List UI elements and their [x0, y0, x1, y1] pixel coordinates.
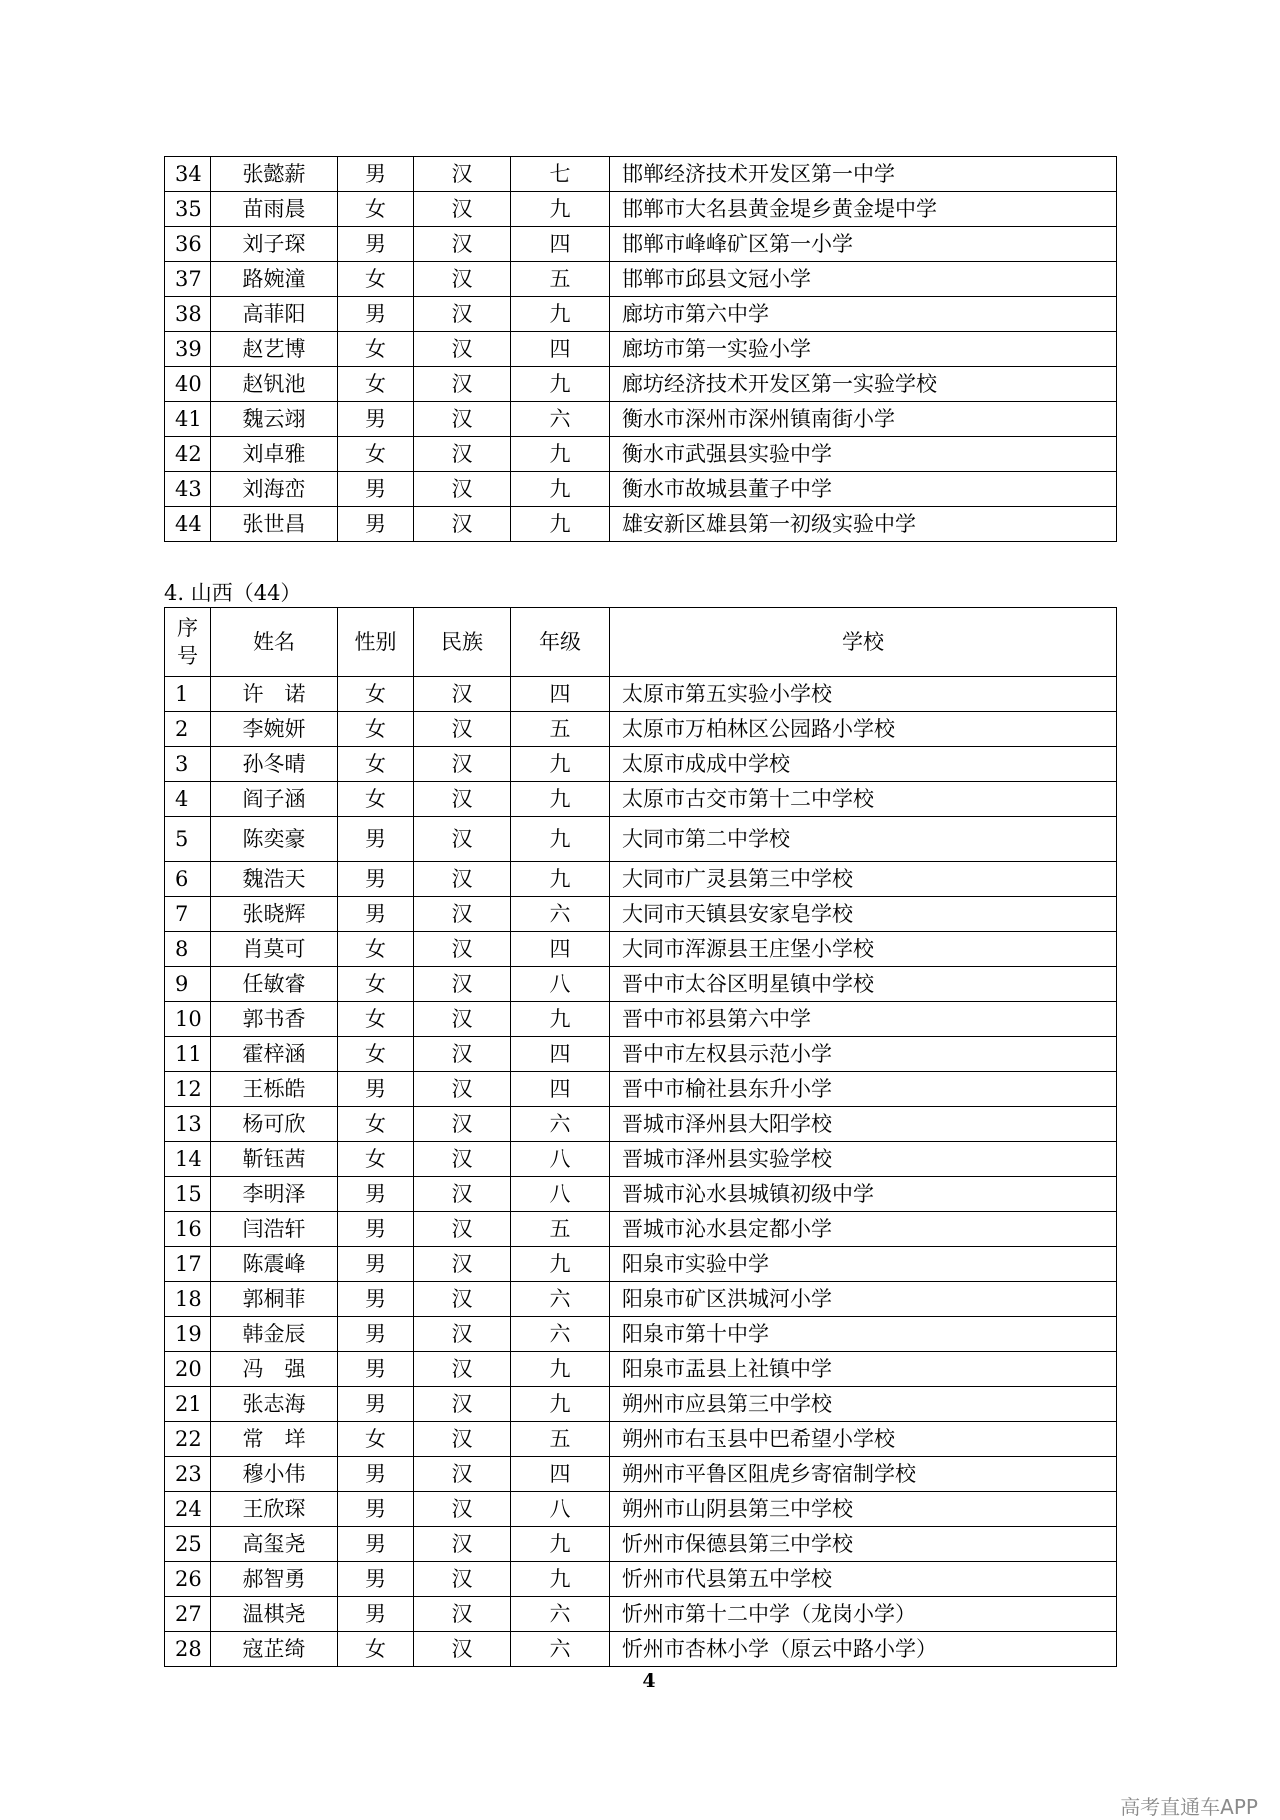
cell-ethnicity: 汉 — [414, 472, 511, 507]
cell-ethnicity: 汉 — [414, 1107, 511, 1142]
cell-ethnicity: 汉 — [414, 1317, 511, 1352]
cell-grade: 九 — [511, 747, 610, 782]
cell-gender: 女 — [338, 1632, 414, 1667]
cell-school: 廊坊市第六中学 — [610, 297, 1117, 332]
cell-ethnicity: 汉 — [414, 747, 511, 782]
table-row — [165, 817, 1117, 862]
cell-name: 魏浩天 — [211, 862, 338, 897]
cell-ethnicity: 汉 — [414, 782, 511, 817]
cell-school: 晋中市太谷区明星镇中学校 — [610, 967, 1117, 1002]
cell-name: 冯 强 — [211, 1352, 338, 1387]
cell-ethnicity: 汉 — [414, 1142, 511, 1177]
cell-ethnicity: 汉 — [414, 712, 511, 747]
cell-gender: 男 — [338, 1247, 414, 1282]
cell-grade: 六 — [511, 402, 610, 437]
cell-ethnicity: 汉 — [414, 1457, 511, 1492]
table-row — [165, 967, 1117, 1002]
cell-seq: 23 — [165, 1457, 211, 1492]
table-row — [165, 472, 1117, 507]
cell-ethnicity: 汉 — [414, 1632, 511, 1667]
cell-name: 魏云翊 — [211, 402, 338, 437]
table-row — [165, 1282, 1117, 1317]
table-row — [165, 297, 1117, 332]
cell-grade: 四 — [511, 227, 610, 262]
cell-name: 张懿薪 — [211, 157, 338, 192]
cell-school: 阳泉市盂县上社镇中学 — [610, 1352, 1117, 1387]
table-row — [165, 1457, 1117, 1492]
cell-gender: 女 — [338, 1037, 414, 1072]
table-row — [165, 157, 1117, 192]
cell-grade: 九 — [511, 1527, 610, 1562]
cell-gender: 女 — [338, 1422, 414, 1457]
table-row — [165, 262, 1117, 297]
cell-grade: 五 — [511, 1212, 610, 1247]
cell-seq: 35 — [165, 192, 211, 227]
page-number: 4 — [642, 1670, 656, 1692]
table-row — [165, 862, 1117, 897]
cell-grade: 九 — [511, 1562, 610, 1597]
cell-gender: 男 — [338, 402, 414, 437]
cell-seq: 34 — [165, 157, 211, 192]
cell-grade: 四 — [511, 332, 610, 367]
cell-gender: 男 — [338, 1212, 414, 1247]
cell-school: 忻州市保德县第三中学校 — [610, 1527, 1117, 1562]
cell-name: 靳钰茜 — [211, 1142, 338, 1177]
cell-grade: 四 — [511, 932, 610, 967]
cell-seq: 10 — [165, 1002, 211, 1037]
cell-grade: 五 — [511, 1422, 610, 1457]
cell-name: 刘海峦 — [211, 472, 338, 507]
cell-name: 高玺尧 — [211, 1527, 338, 1562]
cell-school: 廊坊经济技术开发区第一实验学校 — [610, 367, 1117, 402]
cell-gender: 男 — [338, 1527, 414, 1562]
cell-gender: 男 — [338, 1317, 414, 1352]
cell-gender: 女 — [338, 192, 414, 227]
table-row — [165, 677, 1117, 712]
cell-ethnicity: 汉 — [414, 227, 511, 262]
cell-name: 郭桐菲 — [211, 1282, 338, 1317]
cell-seq: 12 — [165, 1072, 211, 1107]
cell-seq: 20 — [165, 1352, 211, 1387]
cell-seq: 3 — [165, 747, 211, 782]
cell-grade: 八 — [511, 1177, 610, 1212]
table-row — [165, 1072, 1117, 1107]
cell-name: 王栎皓 — [211, 1072, 338, 1107]
cell-gender: 男 — [338, 507, 414, 542]
cell-ethnicity: 汉 — [414, 1282, 511, 1317]
cell-grade: 九 — [511, 472, 610, 507]
cell-name: 王欣琛 — [211, 1492, 338, 1527]
table-row — [165, 192, 1117, 227]
table-row — [165, 1492, 1117, 1527]
cell-name: 李婉妍 — [211, 712, 338, 747]
cell-school: 廊坊市第一实验小学 — [610, 332, 1117, 367]
cell-school: 忻州市第十二中学（龙岗小学） — [610, 1597, 1117, 1632]
cell-gender: 男 — [338, 227, 414, 262]
cell-grade: 九 — [511, 1352, 610, 1387]
cell-school: 忻州市代县第五中学校 — [610, 1562, 1117, 1597]
cell-name: 李明泽 — [211, 1177, 338, 1212]
cell-gender: 男 — [338, 1072, 414, 1107]
cell-gender: 男 — [338, 1597, 414, 1632]
cell-grade: 九 — [511, 782, 610, 817]
cell-ethnicity: 汉 — [414, 932, 511, 967]
cell-school: 阳泉市第十中学 — [610, 1317, 1117, 1352]
table-row — [165, 402, 1117, 437]
cell-ethnicity: 汉 — [414, 1562, 511, 1597]
cell-gender: 男 — [338, 862, 414, 897]
cell-grade: 九 — [511, 297, 610, 332]
cell-name: 张志海 — [211, 1387, 338, 1422]
cell-name: 高菲阳 — [211, 297, 338, 332]
cell-seq: 37 — [165, 262, 211, 297]
cell-ethnicity: 汉 — [414, 157, 511, 192]
cell-grade: 四 — [511, 1072, 610, 1107]
cell-grade: 六 — [511, 1632, 610, 1667]
cell-seq: 8 — [165, 932, 211, 967]
cell-grade: 九 — [511, 1387, 610, 1422]
cell-name: 陈奕豪 — [211, 817, 338, 862]
table-row — [165, 1352, 1117, 1387]
cell-ethnicity: 汉 — [414, 332, 511, 367]
cell-gender: 女 — [338, 332, 414, 367]
table-row — [165, 1107, 1117, 1142]
cell-gender: 女 — [338, 1142, 414, 1177]
cell-gender: 男 — [338, 897, 414, 932]
student-table-continued — [164, 156, 1117, 542]
cell-school: 晋城市沁水县定都小学 — [610, 1212, 1117, 1247]
cell-ethnicity: 汉 — [414, 1527, 511, 1562]
cell-gender: 女 — [338, 932, 414, 967]
cell-gender: 男 — [338, 1562, 414, 1597]
cell-school: 晋城市泽州县实验学校 — [610, 1142, 1117, 1177]
cell-gender: 男 — [338, 472, 414, 507]
table-row — [165, 897, 1117, 932]
cell-name: 任敏睿 — [211, 967, 338, 1002]
cell-seq: 41 — [165, 402, 211, 437]
table-row — [165, 1527, 1117, 1562]
cell-ethnicity: 汉 — [414, 897, 511, 932]
cell-ethnicity: 汉 — [414, 262, 511, 297]
cell-school: 晋中市左权县示范小学 — [610, 1037, 1117, 1072]
table-row — [165, 1037, 1117, 1072]
table-row — [165, 1632, 1117, 1667]
cell-ethnicity: 汉 — [414, 1247, 511, 1282]
cell-grade: 九 — [511, 1002, 610, 1037]
cell-grade: 五 — [511, 262, 610, 297]
cell-seq: 21 — [165, 1387, 211, 1422]
cell-school: 大同市天镇县安家皂学校 — [610, 897, 1117, 932]
cell-ethnicity: 汉 — [414, 192, 511, 227]
table-row — [165, 782, 1117, 817]
cell-gender: 女 — [338, 1107, 414, 1142]
table-row — [165, 1212, 1117, 1247]
cell-seq: 7 — [165, 897, 211, 932]
cell-seq: 44 — [165, 507, 211, 542]
cell-gender: 女 — [338, 1002, 414, 1037]
cell-seq: 15 — [165, 1177, 211, 1212]
cell-grade: 七 — [511, 157, 610, 192]
cell-gender: 男 — [338, 817, 414, 862]
section-title-shanxi: 4. 山西（44） — [164, 581, 302, 605]
cell-name: 刘卓雅 — [211, 437, 338, 472]
cell-seq: 17 — [165, 1247, 211, 1282]
cell-name: 张晓辉 — [211, 897, 338, 932]
table-row — [165, 932, 1117, 967]
watermark-text: 高考直通车APP — [1120, 1795, 1258, 1819]
cell-ethnicity: 汉 — [414, 437, 511, 472]
cell-name: 孙冬晴 — [211, 747, 338, 782]
cell-seq: 14 — [165, 1142, 211, 1177]
cell-school: 朔州市应县第三中学校 — [610, 1387, 1117, 1422]
cell-name: 阎子涵 — [211, 782, 338, 817]
cell-gender: 女 — [338, 367, 414, 402]
cell-school: 大同市浑源县王庄堡小学校 — [610, 932, 1117, 967]
cell-school: 太原市古交市第十二中学校 — [610, 782, 1117, 817]
cell-gender: 男 — [338, 1177, 414, 1212]
cell-gender: 女 — [338, 747, 414, 782]
cell-name: 郝智勇 — [211, 1562, 338, 1597]
cell-school: 邯郸市大名县黄金堤乡黄金堤中学 — [610, 192, 1117, 227]
cell-grade: 四 — [511, 1457, 610, 1492]
cell-grade: 四 — [511, 677, 610, 712]
cell-gender: 女 — [338, 262, 414, 297]
shanxi-student-table — [164, 607, 1117, 1667]
cell-grade: 八 — [511, 1492, 610, 1527]
table-row — [165, 507, 1117, 542]
cell-name: 许 诺 — [211, 677, 338, 712]
cell-school: 邯郸经济技术开发区第一中学 — [610, 157, 1117, 192]
cell-name: 韩金辰 — [211, 1317, 338, 1352]
cell-grade: 九 — [511, 817, 610, 862]
header-seq — [165, 608, 211, 677]
cell-school: 衡水市故城县董子中学 — [610, 472, 1117, 507]
cell-seq: 6 — [165, 862, 211, 897]
table-row — [165, 367, 1117, 402]
cell-name: 闫浩轩 — [211, 1212, 338, 1247]
cell-ethnicity: 汉 — [414, 1072, 511, 1107]
cell-ethnicity: 汉 — [414, 1037, 511, 1072]
cell-seq: 40 — [165, 367, 211, 402]
cell-ethnicity: 汉 — [414, 507, 511, 542]
cell-seq: 1 — [165, 677, 211, 712]
cell-ethnicity: 汉 — [414, 297, 511, 332]
cell-gender: 男 — [338, 1492, 414, 1527]
cell-gender: 男 — [338, 1387, 414, 1422]
cell-school: 晋城市泽州县大阳学校 — [610, 1107, 1117, 1142]
cell-gender: 女 — [338, 677, 414, 712]
cell-gender: 女 — [338, 712, 414, 747]
cell-ethnicity: 汉 — [414, 367, 511, 402]
cell-seq: 25 — [165, 1527, 211, 1562]
cell-school: 阳泉市矿区洪城河小学 — [610, 1282, 1117, 1317]
cell-school: 太原市成成中学校 — [610, 747, 1117, 782]
table-row — [165, 1317, 1117, 1352]
table-row — [165, 1177, 1117, 1212]
cell-ethnicity: 汉 — [414, 1492, 511, 1527]
cell-grade: 八 — [511, 1142, 610, 1177]
cell-seq: 16 — [165, 1212, 211, 1247]
cell-school: 大同市广灵县第三中学校 — [610, 862, 1117, 897]
cell-seq: 13 — [165, 1107, 211, 1142]
table-row — [165, 1387, 1117, 1422]
cell-seq: 22 — [165, 1422, 211, 1457]
cell-school: 大同市第二中学校 — [610, 817, 1117, 862]
cell-school: 阳泉市实验中学 — [610, 1247, 1117, 1282]
cell-ethnicity: 汉 — [414, 862, 511, 897]
cell-name: 穆小伟 — [211, 1457, 338, 1492]
cell-grade: 九 — [511, 862, 610, 897]
cell-school: 晋城市沁水县城镇初级中学 — [610, 1177, 1117, 1212]
cell-ethnicity: 汉 — [414, 1002, 511, 1037]
cell-school: 邯郸市邱县文冠小学 — [610, 262, 1117, 297]
cell-ethnicity: 汉 — [414, 967, 511, 1002]
cell-school: 晋中市祁县第六中学 — [610, 1002, 1117, 1037]
cell-seq: 28 — [165, 1632, 211, 1667]
cell-school: 衡水市深州市深州镇南街小学 — [610, 402, 1117, 437]
header-school: 学校 — [610, 608, 1117, 677]
cell-ethnicity: 汉 — [414, 1422, 511, 1457]
cell-name: 赵钒池 — [211, 367, 338, 402]
cell-grade: 六 — [511, 897, 610, 932]
cell-seq: 9 — [165, 967, 211, 1002]
cell-ethnicity: 汉 — [414, 817, 511, 862]
cell-gender: 女 — [338, 782, 414, 817]
cell-grade: 六 — [511, 1107, 610, 1142]
header-ethnicity: 民族 — [414, 608, 511, 677]
cell-name: 常 垟 — [211, 1422, 338, 1457]
cell-seq: 4 — [165, 782, 211, 817]
cell-gender: 女 — [338, 437, 414, 472]
cell-grade: 六 — [511, 1282, 610, 1317]
cell-name: 郭书香 — [211, 1002, 338, 1037]
cell-grade: 六 — [511, 1317, 610, 1352]
cell-seq: 26 — [165, 1562, 211, 1597]
header-name: 姓名 — [211, 608, 338, 677]
table-row — [165, 1562, 1117, 1597]
table-row — [165, 747, 1117, 782]
cell-seq: 11 — [165, 1037, 211, 1072]
header-gender: 性别 — [338, 608, 414, 677]
table-row — [165, 1002, 1117, 1037]
cell-school: 太原市万柏林区公园路小学校 — [610, 712, 1117, 747]
cell-school: 太原市第五实验小学校 — [610, 677, 1117, 712]
table-row — [165, 1247, 1117, 1282]
cell-school: 晋中市榆社县东升小学 — [610, 1072, 1117, 1107]
cell-gender: 男 — [338, 1282, 414, 1317]
cell-name: 陈震峰 — [211, 1247, 338, 1282]
cell-seq: 36 — [165, 227, 211, 262]
cell-ethnicity: 汉 — [414, 1352, 511, 1387]
cell-name: 张世昌 — [211, 507, 338, 542]
cell-seq: 42 — [165, 437, 211, 472]
cell-gender: 男 — [338, 1457, 414, 1492]
table-header-row — [165, 608, 1117, 677]
cell-ethnicity: 汉 — [414, 1177, 511, 1212]
cell-grade: 六 — [511, 1597, 610, 1632]
cell-name: 寇芷绮 — [211, 1632, 338, 1667]
cell-ethnicity: 汉 — [414, 1212, 511, 1247]
table-row — [165, 712, 1117, 747]
cell-seq: 38 — [165, 297, 211, 332]
cell-seq: 24 — [165, 1492, 211, 1527]
cell-seq: 43 — [165, 472, 211, 507]
table-row — [165, 227, 1117, 262]
cell-gender: 男 — [338, 1352, 414, 1387]
cell-seq: 19 — [165, 1317, 211, 1352]
cell-gender: 男 — [338, 157, 414, 192]
cell-grade: 五 — [511, 712, 610, 747]
cell-ethnicity: 汉 — [414, 1387, 511, 1422]
cell-grade: 四 — [511, 1037, 610, 1072]
cell-name: 路婉潼 — [211, 262, 338, 297]
cell-gender: 女 — [338, 967, 414, 1002]
cell-name: 温棋尧 — [211, 1597, 338, 1632]
table-row — [165, 437, 1117, 472]
cell-name: 杨可欣 — [211, 1107, 338, 1142]
table-row — [165, 1422, 1117, 1457]
cell-name: 霍梓涵 — [211, 1037, 338, 1072]
cell-grade: 九 — [511, 437, 610, 472]
cell-gender: 男 — [338, 297, 414, 332]
cell-school: 衡水市武强县实验中学 — [610, 437, 1117, 472]
header-grade: 年级 — [511, 608, 610, 677]
cell-seq: 27 — [165, 1597, 211, 1632]
cell-seq: 39 — [165, 332, 211, 367]
cell-seq: 5 — [165, 817, 211, 862]
header-seq-line1: 序 — [177, 616, 198, 640]
cell-grade: 九 — [511, 367, 610, 402]
table-row — [165, 1597, 1117, 1632]
cell-grade: 九 — [511, 1247, 610, 1282]
cell-name: 刘子琛 — [211, 227, 338, 262]
cell-seq: 18 — [165, 1282, 211, 1317]
cell-name: 赵艺博 — [211, 332, 338, 367]
cell-ethnicity: 汉 — [414, 1597, 511, 1632]
cell-school: 忻州市杏林小学（原云中路小学） — [610, 1632, 1117, 1667]
table-row — [165, 1142, 1117, 1177]
cell-name: 肖莫可 — [211, 932, 338, 967]
cell-grade: 八 — [511, 967, 610, 1002]
cell-ethnicity: 汉 — [414, 402, 511, 437]
cell-name: 苗雨晨 — [211, 192, 338, 227]
cell-school: 朔州市山阴县第三中学校 — [610, 1492, 1117, 1527]
cell-grade: 九 — [511, 192, 610, 227]
cell-grade: 九 — [511, 507, 610, 542]
table-row — [165, 332, 1117, 367]
cell-school: 朔州市右玉县中巴希望小学校 — [610, 1422, 1117, 1457]
cell-school: 雄安新区雄县第一初级实验中学 — [610, 507, 1117, 542]
header-seq-line2: 号 — [177, 644, 198, 668]
cell-seq: 2 — [165, 712, 211, 747]
cell-school: 朔州市平鲁区阻虎乡寄宿制学校 — [610, 1457, 1117, 1492]
cell-ethnicity: 汉 — [414, 677, 511, 712]
cell-school: 邯郸市峰峰矿区第一小学 — [610, 227, 1117, 262]
